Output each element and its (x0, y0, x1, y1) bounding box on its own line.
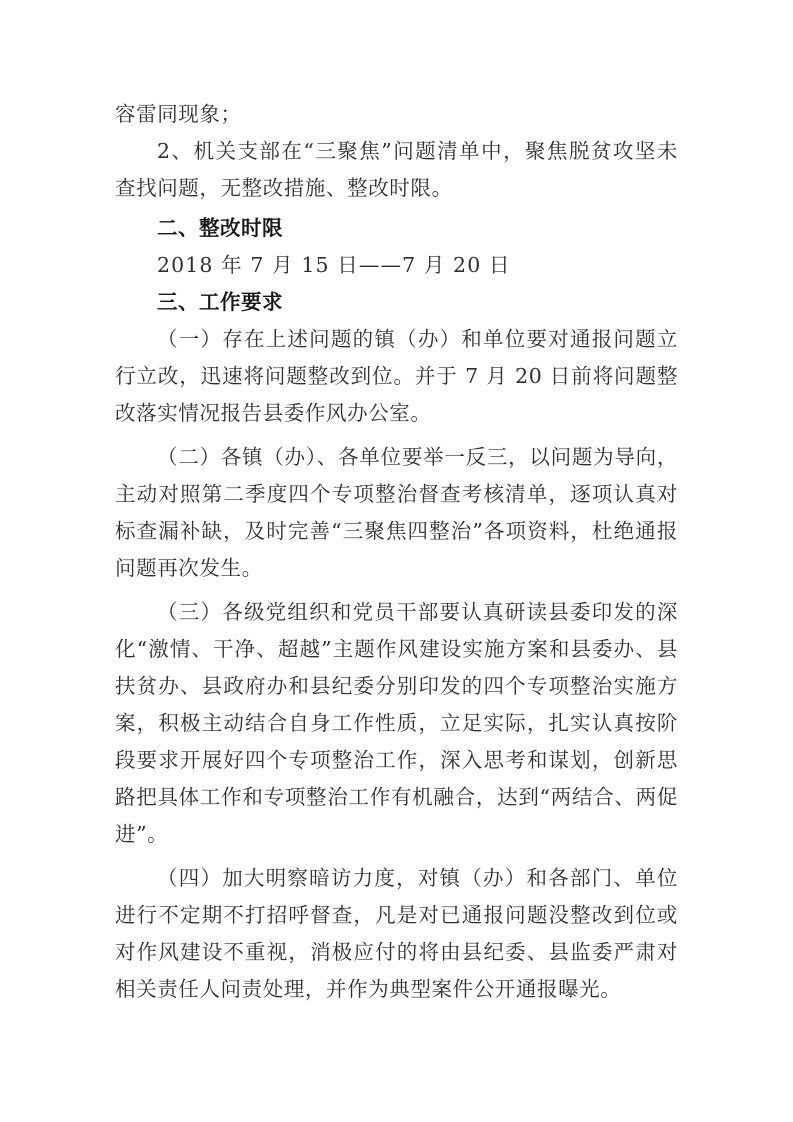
section-heading-three: 三、工作要求 (157, 290, 283, 314)
spacer (115, 587, 678, 594)
rectification-date-range: 2018 年 7 月 15 日——7 月 20 日 (157, 253, 511, 277)
spacer (115, 853, 678, 860)
numbered-item-2: 2、机关支部在“三聚焦”问题清单中，聚焦脱贫攻坚未查找问题，无整改措施、整改时限。 (115, 139, 678, 200)
requirement-item-two: （二）各镇（办）、各单位要举一反三，以问题为导向，主动对照第二季度四个专项整治督查考核清单，逐项认真对标查漏补缺，及时完善“三聚焦四整治”各项资料，杜绝通报问题再次发生。 (115, 445, 678, 580)
requirement-item-three: （三）各级党组织和党员干部要认真研读县委印发的深化“激情、干净、超越”主题作风建设实施方案和县委办、县扶贫办、县政府办和县纪委分别印发的四个专项整治实施方案，积极主动结合自身工作性质，立足实际，扎实认真按阶段要求开展好四个专项整治工作，深入思考和谋划，创新思路把具体工作和专项整治工作有机融合，达到“两结合、两促进”。 (115, 600, 678, 846)
spacer (115, 432, 678, 439)
requirement-item-one: （一）存在上述问题的镇（办）和单位要对通报问题立行立改，迅速将问题整改到位。并于 7 月 20 日前将问题整改落实情况报告县委作风办公室。 (115, 327, 678, 425)
continued-paragraph-line: 容雷同现象； (115, 102, 242, 126)
requirement-item-four: （四）加大明察暗访力度，对镇（办）和各部门、单位进行不定期不打招呼督查，凡是对已通报问题没整改到位或对作风建设不重视，消极应付的将由县纪委、县监委严肃对相关责任人问责处理，并作为典型案件公开通报曝光。 (115, 866, 678, 1001)
section-heading-two: 二、整改时限 (157, 216, 283, 240)
document-body (115, 96, 678, 1008)
